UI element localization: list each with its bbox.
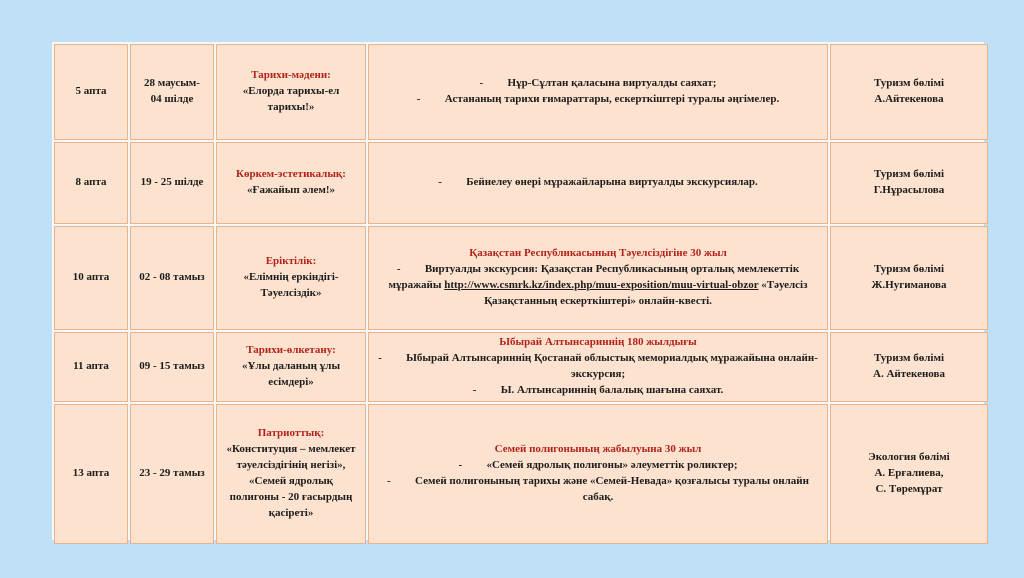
topic-body: «Ұлы даланың ұлы есімдері» <box>241 360 341 388</box>
topic-title: Еріктілік: <box>265 255 317 268</box>
dates-label: 23 - 29 тамыз <box>139 467 205 480</box>
event-heading: Қазақстан Республикасының Тәуелсіздігіне 30 жыл <box>469 247 727 260</box>
department-label: Экология бөлімі <box>868 451 950 464</box>
department-label: Туризм бөлімі <box>873 77 945 90</box>
week-cell <box>54 332 128 402</box>
event-item <box>375 262 821 310</box>
week-label: 13 апта <box>72 467 110 480</box>
department-label: Туризм бөлімі <box>873 263 945 276</box>
bullet-dash: - <box>479 77 484 90</box>
table-row <box>54 332 988 402</box>
event-item <box>375 76 821 92</box>
events-cell <box>368 226 828 330</box>
event-item <box>375 351 821 383</box>
week-cell <box>54 404 128 544</box>
bullet-dash: - <box>472 383 477 396</box>
schedule-document <box>52 42 984 540</box>
event-item <box>375 175 821 191</box>
table-row <box>54 142 988 224</box>
week-cell <box>54 44 128 140</box>
dates-label: 19 - 25 шілде <box>140 176 204 189</box>
dates-cell <box>130 226 214 330</box>
week-label: 5 апта <box>75 85 107 98</box>
event-item <box>375 474 821 506</box>
topic-cell <box>216 404 366 544</box>
topic-cell <box>216 142 366 224</box>
bullet-dash: - <box>387 475 391 487</box>
topic-cell <box>216 226 366 330</box>
museum-link[interactable]: http://www.csmrk.kz/index.php/muu-exposition/muu-virtual-obzor <box>444 279 759 291</box>
bullet-dash: - <box>438 176 442 189</box>
department-label: Туризм бөлімі <box>873 168 945 181</box>
events-cell <box>368 332 828 402</box>
event-heading: Семей полигонының жабылуына 30 жыл <box>494 443 702 456</box>
dates-cell <box>130 142 214 224</box>
dates-cell <box>130 404 214 544</box>
week-cell <box>54 142 128 224</box>
event-text: Ы. Алтынсариннің балалық шағына саяхат. <box>500 383 724 396</box>
topic-body: «Ғажайып әлем!» <box>246 184 336 196</box>
event-text: Виртуалды экскурсия: Қазақстан Республикасының орталық мемлекеттік мұражайы <box>388 263 800 291</box>
person-label: Г.Нұрасылова <box>873 184 945 196</box>
bullet-dash: - <box>396 263 401 276</box>
table-row <box>54 44 988 140</box>
event-text: Астананың тарихи ғимараттары, ескерткіштері туралы әңгімелер. <box>444 93 780 105</box>
topic-cell <box>216 44 366 140</box>
person-label: Ж.Нугиманова <box>871 279 947 291</box>
dates-label: 09 - 15 тамыз <box>139 360 205 373</box>
week-label: 10 апта <box>72 271 110 284</box>
dates-cell <box>130 332 214 402</box>
event-text: Семей полигонының тарихы және «Семей-Невада» қозғалысы туралы онлайн сабақ. <box>415 475 809 503</box>
responsible-cell <box>830 332 988 402</box>
event-text-after: «Тәуелсіз Қазақстанның ескерткіштері» онлайн-квесті. <box>484 279 808 307</box>
week-cell <box>54 226 128 330</box>
event-item <box>375 458 821 474</box>
event-text: «Семей ядролық полигоны» әлеуметтік роликтер; <box>486 459 738 472</box>
event-heading: Ыбырай Алтынсариннің 180 жылдығы <box>499 336 697 349</box>
event-text: Нұр-Сұлтан қаласына виртуалды саяхат; <box>507 77 717 90</box>
department-label: Туризм бөлімі <box>873 352 945 365</box>
topic-body: «Елорда тарихы-ел тарихы!» <box>242 85 340 113</box>
responsible-cell <box>830 142 988 224</box>
responsible-cell <box>830 44 988 140</box>
topic-body: «Конституция – мемлекет тәуелсіздігінің негізі», «Семей ядролық полигоны - 20 ғасырдың қасіреті» <box>226 443 356 519</box>
table-row <box>54 226 988 330</box>
topic-cell <box>216 332 366 402</box>
bullet-dash: - <box>416 93 421 105</box>
person-label: А. Айтекенова <box>873 368 945 380</box>
person-label: А.Айтекенова <box>874 93 944 105</box>
events-cell <box>368 44 828 140</box>
event-text: Ыбырай Алтынсариннің Қостанай облыстық мемориалдық мұражайына онлайн-экскурсия; <box>406 352 818 380</box>
responsible-cell <box>830 404 988 544</box>
topic-title: Көркем-эстетикалық: <box>236 168 346 181</box>
dates-cell <box>130 44 214 140</box>
week-label: 11 апта <box>73 360 109 373</box>
dates-label: 02 - 08 тамыз <box>139 271 205 284</box>
bullet-dash: - <box>378 352 382 365</box>
topic-title: Патриоттық: <box>257 427 325 440</box>
person-label: А. Ерғалиева, С. Төремұрат <box>874 467 944 495</box>
event-item <box>375 383 821 399</box>
dates-label: 28 маусым- 04 шілде <box>144 77 200 105</box>
responsible-cell <box>830 226 988 330</box>
event-item <box>375 92 821 108</box>
topic-title: Тарихи-мәдени: <box>251 69 331 82</box>
topic-body: «Елімнің еркіндігі-Тәуелсіздік» <box>243 271 339 299</box>
table-row <box>54 404 988 544</box>
schedule-table <box>52 42 990 546</box>
week-label: 8 апта <box>75 176 107 189</box>
event-text: Бейнелеу өнері мұражайларына виртуалды экскурсиялар. <box>466 176 758 189</box>
bullet-dash: - <box>458 459 463 472</box>
topic-title: Тарихи-өлкетану: <box>246 344 336 357</box>
events-cell <box>368 404 828 544</box>
events-cell <box>368 142 828 224</box>
